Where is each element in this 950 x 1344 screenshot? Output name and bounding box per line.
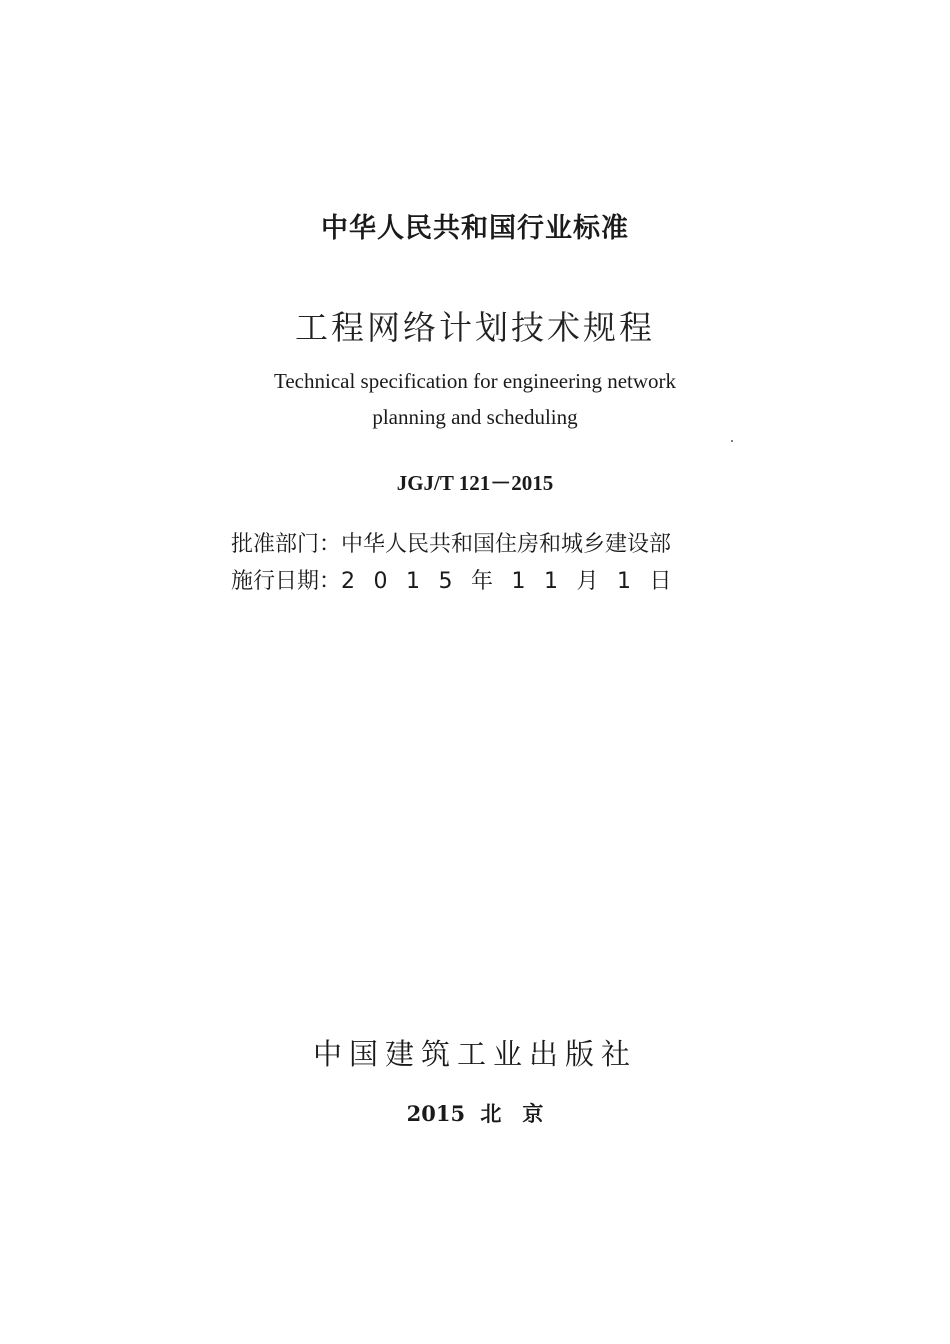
approval-label: 批准部门： [231, 532, 342, 557]
standard-code: JGJ/T 121－2015 [396, 471, 554, 495]
effective-label: 施行日期： [231, 569, 342, 594]
approval-department [231, 527, 671, 558]
standard-category: 中华人民共和国行业标准 [321, 213, 629, 244]
publication-place: 2015 北 京 [406, 1101, 544, 1126]
title-english-line2: planning and scheduling [372, 405, 578, 429]
effective-date [231, 564, 690, 595]
title-chinese: 工程网络计划技术规程 [295, 308, 655, 347]
effective-value: 2015年11月1日 [341, 569, 690, 594]
publisher: 中国建筑工业出版社 [312, 1037, 637, 1071]
title-english-line1: Technical specification for engineering network [273, 369, 677, 393]
approval-value: 中华人民共和国住房和城乡建设部 [341, 532, 672, 557]
scan-speck [731, 440, 733, 442]
